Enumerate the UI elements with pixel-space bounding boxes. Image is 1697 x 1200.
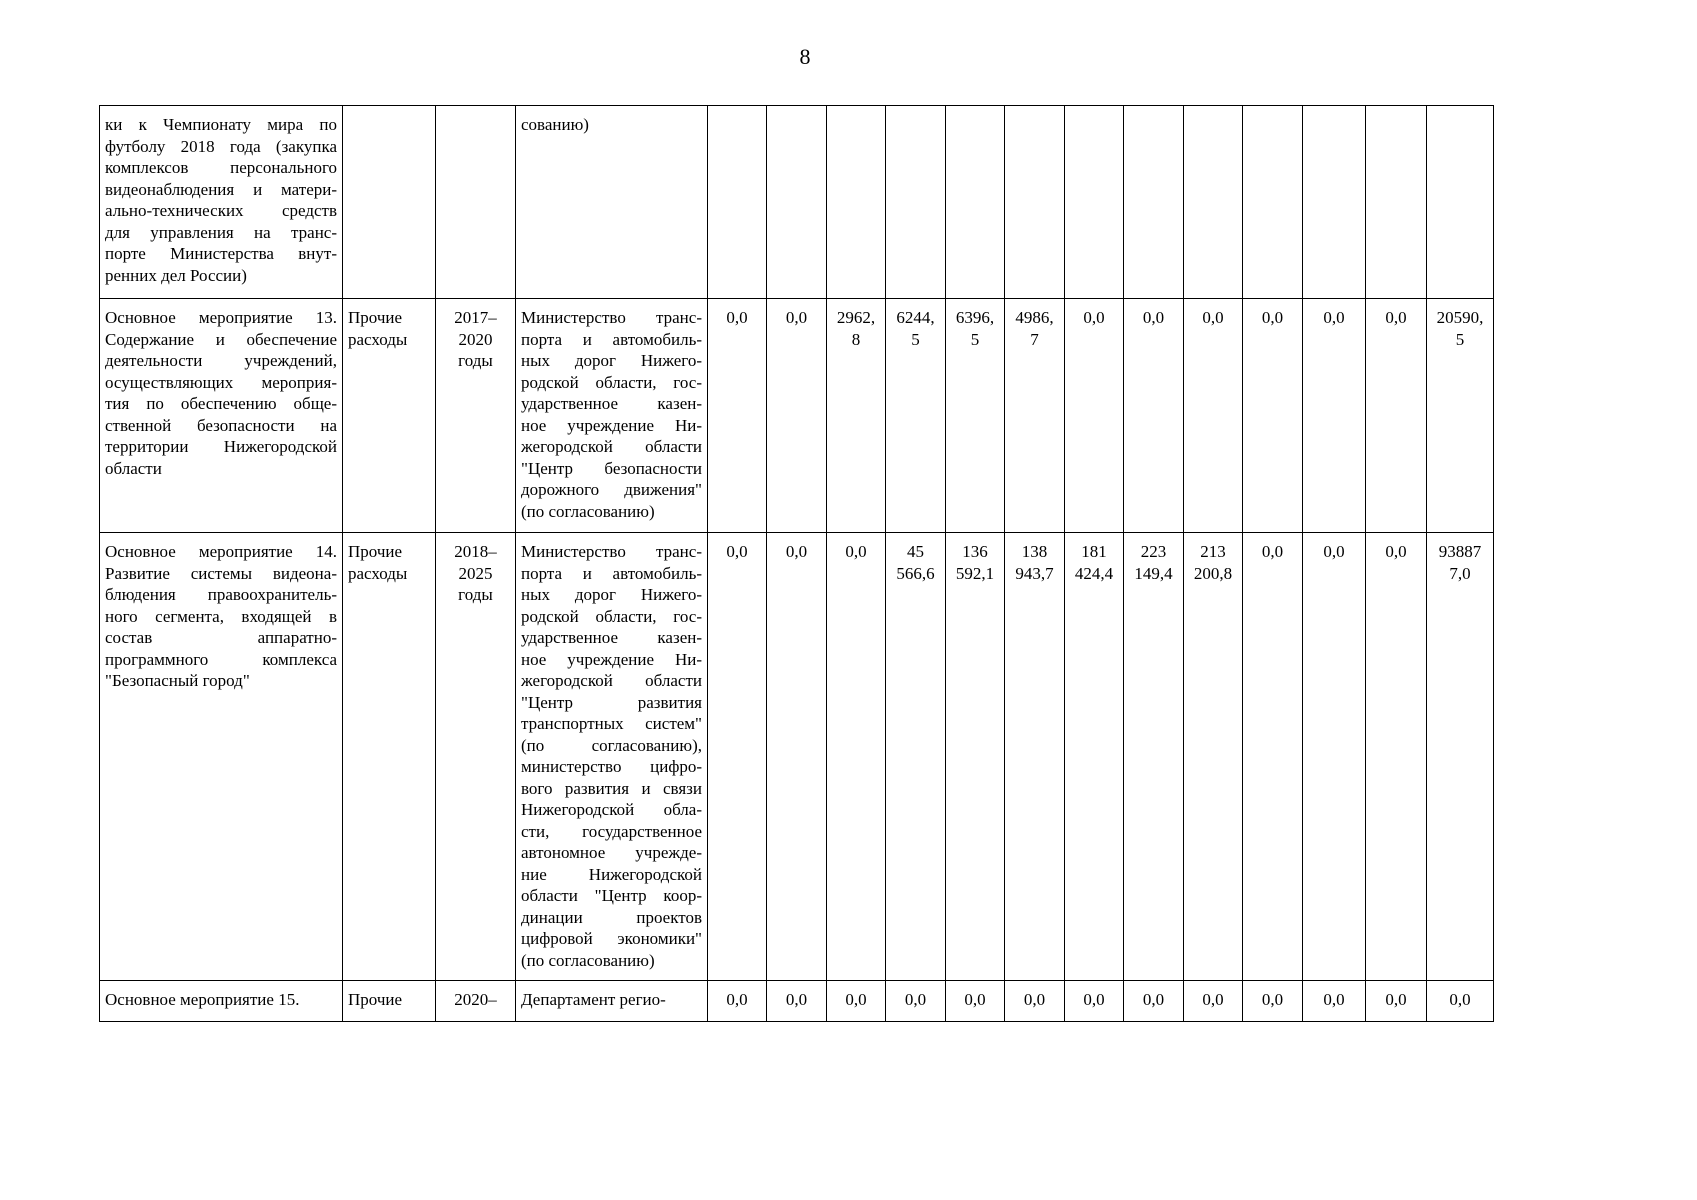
value-text: 566,6 [896, 563, 935, 583]
value-text: 0,0 [1261, 542, 1284, 561]
cell-text-line: цифровой экономики" [521, 929, 702, 948]
value-text: 592,1 [955, 563, 995, 583]
value-cell [946, 533, 1005, 981]
period-cell [436, 299, 516, 533]
value-text: 0,0 [1142, 990, 1165, 1009]
value-cell [827, 299, 886, 533]
value-text: 6396, [955, 308, 995, 327]
value-cell [1005, 299, 1065, 533]
cell-text-line: расходы [348, 563, 408, 583]
value-text: 0,0 [1261, 308, 1284, 327]
cell-text-line: Прочие [348, 308, 403, 327]
value-text: 0,0 [1385, 990, 1407, 1009]
value-text: 0,0 [1385, 542, 1407, 561]
cell-text-line: ное учреждение Ни- [521, 415, 702, 435]
value-cell [767, 106, 827, 299]
value-text: 0,0 [1142, 308, 1165, 327]
value-text: 0,0 [1323, 542, 1345, 561]
value-text: 20590, [1436, 308, 1484, 327]
page-number: 8 [799, 44, 811, 69]
period-cell [436, 106, 516, 299]
value-cell [1366, 299, 1427, 533]
cell-text-line: сованию) [521, 115, 589, 134]
value-cell [1303, 299, 1366, 533]
cell-text-line: программного комплекса [105, 649, 337, 669]
value-cell [1243, 533, 1303, 981]
activity-name-cell [100, 981, 343, 1022]
cell-text-line: "Безопасный город" [105, 671, 250, 690]
value-text: 0,0 [1083, 990, 1105, 1009]
value-text: 5 [970, 329, 980, 349]
value-cell [946, 299, 1005, 533]
value-text: 45 [907, 542, 924, 561]
value-cell [767, 299, 827, 533]
value-text: 0,0 [1202, 990, 1224, 1009]
cell-text-line: жегородской области [521, 437, 702, 456]
value-cell [886, 299, 946, 533]
value-text: 149,4 [1134, 563, 1173, 583]
program-budget-table [99, 105, 1494, 1022]
table-row [100, 533, 1494, 981]
value-cell [1065, 299, 1124, 533]
value-cell [1184, 533, 1243, 981]
value-text: 0,0 [1083, 308, 1105, 327]
value-cell [708, 533, 767, 981]
value-cell [946, 981, 1005, 1022]
cell-text-line: ных дорог Нижего- [521, 585, 702, 604]
value-text: 8 [851, 329, 861, 349]
cell-text-line: автономное учрежде- [521, 843, 702, 862]
value-cell [1243, 106, 1303, 299]
value-cell [946, 106, 1005, 299]
cell-text-line: Содержание и обеспечение [105, 329, 337, 349]
executor-cell [516, 299, 708, 533]
cell-text-line: (по согласованию), [521, 735, 702, 755]
value-cell [1005, 106, 1065, 299]
value-text: 223 [1140, 542, 1167, 561]
value-text: 0,0 [904, 990, 927, 1009]
activity-name-cell [100, 299, 343, 533]
expense-type-cell [343, 533, 436, 981]
value-text: 0,0 [726, 542, 748, 561]
cell-text-line: "Центр развития [521, 692, 702, 712]
cell-text-line: Основное мероприятие 13. [105, 308, 337, 327]
value-cell [1427, 299, 1494, 533]
cell-text-line: ударственное казен- [521, 394, 702, 413]
cell-text-line: вого развития и связи [521, 778, 702, 798]
cell-text-line: тия по обеспечению обще- [105, 394, 337, 413]
cell-text-line: ственной безопасности на [105, 415, 337, 435]
value-text: 0,0 [1323, 990, 1345, 1009]
cell-text-line: дорожного движения" [521, 480, 702, 499]
value-text: 0,0 [785, 990, 808, 1009]
value-cell [1184, 106, 1243, 299]
value-text: 5 [911, 329, 920, 349]
value-text: 0,0 [726, 990, 748, 1009]
cell-text-line: Прочие [348, 542, 403, 561]
value-cell [1427, 981, 1494, 1022]
expense-type-cell [343, 299, 436, 533]
cell-text-line: ние Нижегородской [521, 864, 702, 884]
cell-text-line: 2020 [458, 329, 493, 349]
cell-text-line: годы [458, 585, 493, 604]
value-cell [1124, 299, 1184, 533]
value-cell [1303, 106, 1366, 299]
value-text: 213 [1200, 542, 1226, 561]
value-cell [1065, 106, 1124, 299]
value-text: 6244, [896, 308, 935, 327]
value-cell [1124, 106, 1184, 299]
cell-text-line: 2020– [454, 990, 497, 1009]
value-text: 943,7 [1015, 563, 1054, 583]
cell-text-line: Развитие системы видеона- [105, 563, 337, 583]
cell-text-line: 2025 [458, 563, 493, 583]
value-text: 0,0 [726, 308, 748, 327]
value-cell [1366, 533, 1427, 981]
value-text: 424,4 [1074, 563, 1114, 583]
value-cell [1243, 299, 1303, 533]
cell-text-line: области [105, 458, 162, 478]
value-cell [827, 981, 886, 1022]
cell-text-line: (по согласованию) [521, 501, 655, 521]
cell-text-line: блюдения правоохранитель- [105, 585, 337, 604]
cell-text-line: (по согласованию) [521, 950, 655, 970]
cell-text-line: Основное мероприятие 14. [105, 542, 337, 561]
cell-text-line: осуществляющих мероприя- [105, 372, 337, 392]
cell-text-line: Основное мероприятие 15. [105, 990, 300, 1009]
cell-text-line: 2017– [454, 308, 497, 327]
cell-text-line: ного сегмента, входящей в [105, 606, 337, 626]
cell-text-line: 2018– [454, 542, 497, 561]
cell-text-line: Департамент регио- [521, 990, 666, 1009]
value-cell [767, 981, 827, 1022]
expense-type-cell [343, 106, 436, 299]
cell-text-line: ально-технических средств [105, 201, 337, 220]
cell-text-line: динации проектов [521, 907, 702, 927]
activity-name-cell [100, 533, 343, 981]
value-text: 0,0 [964, 990, 986, 1009]
value-cell [827, 533, 886, 981]
value-cell [1303, 981, 1366, 1022]
cell-text-line: Министерство транс- [521, 308, 702, 327]
cell-text-line: годы [458, 351, 493, 370]
value-text: 5 [1455, 329, 1465, 349]
cell-text-line: порта и автомобиль- [521, 329, 702, 349]
cell-text-line: родской области, гос- [521, 372, 702, 392]
value-text: 0,0 [1023, 990, 1046, 1009]
cell-text-line: "Центр безопасности [521, 458, 702, 478]
value-text: 0,0 [1385, 308, 1407, 327]
value-cell [886, 106, 946, 299]
value-cell [708, 981, 767, 1022]
value-cell [1124, 533, 1184, 981]
cell-text-line: транспортных систем" [521, 714, 702, 733]
value-cell [1243, 981, 1303, 1022]
value-text: 4986, [1015, 308, 1054, 327]
value-cell [886, 533, 946, 981]
value-text: 0,0 [845, 542, 867, 561]
cell-text-line: расходы [348, 329, 408, 349]
value-text: 136 [962, 542, 988, 561]
expense-type-cell [343, 981, 436, 1022]
cell-text-line: ных дорог Нижего- [521, 351, 702, 370]
value-cell [827, 106, 886, 299]
value-cell [1065, 533, 1124, 981]
cell-text-line: Министерство транс- [521, 542, 702, 561]
cell-text-line: порте Министерства внут- [105, 244, 337, 263]
period-cell [436, 981, 516, 1022]
cell-text-line: порта и автомобиль- [521, 563, 702, 583]
value-cell [1065, 981, 1124, 1022]
value-text: 181 [1081, 542, 1107, 561]
cell-text-line: деятельности учреждений, [105, 351, 337, 370]
value-cell [1184, 981, 1243, 1022]
value-text: 0,0 [845, 990, 867, 1009]
cell-text-line: родской области, гос- [521, 606, 702, 626]
value-cell [1427, 533, 1494, 981]
value-cell [1005, 533, 1065, 981]
value-text: 0,0 [1323, 308, 1345, 327]
cell-text-line: области "Центр коор- [521, 886, 702, 905]
table-row [100, 299, 1494, 533]
value-cell [708, 106, 767, 299]
cell-text-line: Прочие [348, 990, 403, 1009]
executor-cell [516, 106, 708, 299]
table-row [100, 981, 1494, 1022]
value-cell [1184, 299, 1243, 533]
value-cell [1303, 533, 1366, 981]
cell-text-line: министерство цифро- [521, 757, 702, 776]
value-text: 7 [1030, 329, 1039, 349]
value-cell [767, 533, 827, 981]
cell-text-line: состав аппаратно- [105, 628, 337, 647]
value-text: 0,0 [785, 542, 808, 561]
cell-text-line: ренних дел России) [105, 265, 247, 285]
value-text: 0,0 [785, 308, 808, 327]
executor-cell [516, 981, 708, 1022]
table-row [100, 106, 1494, 299]
period-cell [436, 533, 516, 981]
cell-text-line: ное учреждение Ни- [521, 649, 702, 669]
value-cell [1427, 106, 1494, 299]
cell-text-line: ударственное казен- [521, 628, 702, 647]
cell-text-line: комплексов персонального [105, 158, 337, 177]
value-cell [708, 299, 767, 533]
value-cell [886, 981, 946, 1022]
executor-cell [516, 533, 708, 981]
value-cell [1366, 981, 1427, 1022]
value-text: 200,8 [1193, 563, 1233, 583]
cell-text-line: видеонаблюдения и матери- [105, 179, 337, 199]
value-text: 138 [1021, 542, 1048, 561]
cell-text-line: сти, государственное [521, 821, 702, 841]
cell-text-line: для управления на транс- [105, 222, 337, 242]
cell-text-line: футболу 2018 года (закупка [105, 136, 337, 156]
value-cell [1124, 981, 1184, 1022]
cell-text-line: ки к Чемпионату мира по [105, 115, 337, 134]
cell-text-line: жегородской области [521, 671, 702, 690]
value-text: 2962, [836, 308, 876, 327]
value-text: 0,0 [1449, 990, 1471, 1009]
value-text: 7,0 [1449, 563, 1471, 583]
value-text: 0,0 [1261, 990, 1284, 1009]
value-text: 93887 [1438, 542, 1482, 561]
value-cell [1005, 981, 1065, 1022]
value-text: 0,0 [1202, 308, 1224, 327]
cell-text-line: Нижегородской обла- [521, 800, 702, 819]
activity-name-cell [100, 106, 343, 299]
value-cell [1366, 106, 1427, 299]
cell-text-line: территории Нижегородской [105, 437, 337, 456]
